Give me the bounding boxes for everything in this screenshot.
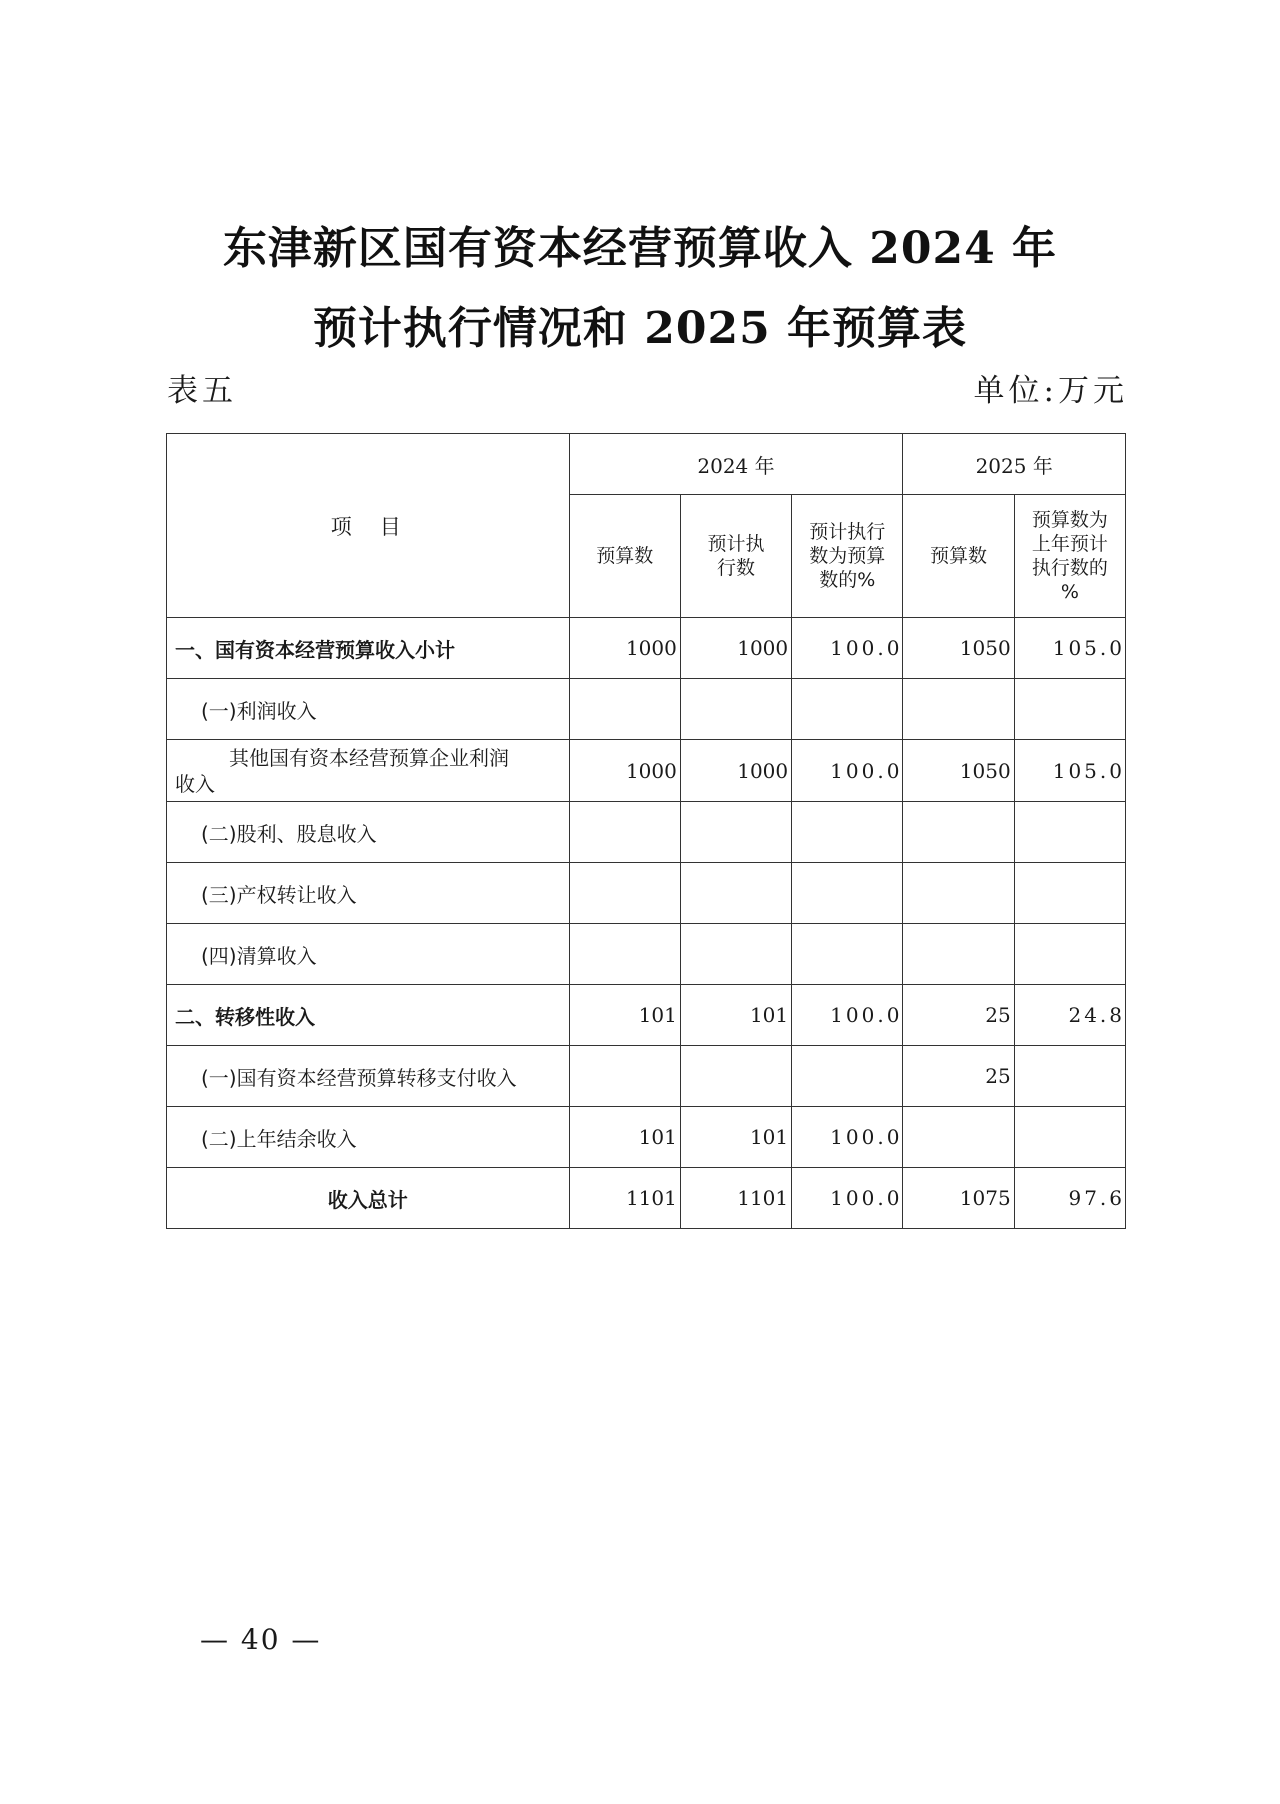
cell-value xyxy=(1014,1046,1125,1107)
cell-value xyxy=(792,924,903,985)
header-col xyxy=(569,495,680,618)
cell-value: 100.0 xyxy=(792,1107,903,1168)
cell-value: 100.0 xyxy=(792,1168,903,1229)
table-row xyxy=(167,618,1126,679)
cell-value xyxy=(680,1046,791,1107)
cell-value: 101 xyxy=(569,1107,680,1168)
header-col-line: 上年预计 xyxy=(1031,533,1108,555)
cell-value: 1101 xyxy=(680,1168,791,1229)
header-col-line: 预计执行 xyxy=(809,521,886,543)
header-col xyxy=(1014,495,1125,618)
header-col xyxy=(903,495,1014,618)
cell-value: 1000 xyxy=(680,740,791,802)
cell-value xyxy=(1014,863,1125,924)
row-label-line-1: 其他国有资本经营预算企业利润 xyxy=(229,745,509,770)
cell-value xyxy=(569,1046,680,1107)
cell-value xyxy=(569,863,680,924)
document-title-line-1: 东津新区国有资本经营预算收入 2024 年 xyxy=(222,223,1058,274)
cell-value xyxy=(569,802,680,863)
cell-value xyxy=(680,679,791,740)
header-col-line: 行数 xyxy=(716,557,755,579)
cell-value: 1075 xyxy=(903,1168,1014,1229)
cell-value: 101 xyxy=(569,985,680,1046)
header-col xyxy=(792,495,903,618)
cell-value xyxy=(903,924,1014,985)
budget-table xyxy=(166,433,1126,1229)
header-item: 项目 xyxy=(167,434,570,618)
cell-value: 105.0 xyxy=(1014,740,1125,802)
cell-value xyxy=(1014,924,1125,985)
cell-value: 1050 xyxy=(903,618,1014,679)
cell-value xyxy=(1014,1107,1125,1168)
cell-value: 25 xyxy=(903,1046,1014,1107)
header-year-2024: 2024 年 xyxy=(569,434,903,495)
table-row-total xyxy=(167,1168,1126,1229)
cell-value: 101 xyxy=(680,1107,791,1168)
header-col-line: 预计执 xyxy=(707,533,765,555)
table-row xyxy=(167,924,1126,985)
row-label xyxy=(167,740,570,802)
header-col-line: 预算数 xyxy=(596,545,654,567)
document-title-line-2: 预计执行情况和 2025 年预算表 xyxy=(312,303,968,354)
header-col-line: 预算数 xyxy=(930,545,988,567)
header-col-line: 数的% xyxy=(819,569,876,591)
table-row xyxy=(167,1046,1126,1107)
cell-value: 100.0 xyxy=(792,740,903,802)
cell-value xyxy=(1014,679,1125,740)
table-row xyxy=(167,740,1126,802)
header-col-line: 数为预算 xyxy=(809,545,886,567)
row-label: (一)国有资本经营预算转移支付收入 xyxy=(167,1046,570,1107)
row-label-line-2: 收入 xyxy=(175,771,215,796)
cell-value: 1101 xyxy=(569,1168,680,1229)
header-col-line: 执行数的 xyxy=(1031,557,1108,579)
cell-value xyxy=(680,924,791,985)
cell-value xyxy=(792,802,903,863)
header-year-2025: 2025 年 xyxy=(903,434,1126,495)
page-number: — 40 — xyxy=(200,1623,322,1656)
cell-value: 97.6 xyxy=(1014,1168,1125,1229)
unit-label: 单位:万元 xyxy=(973,373,1128,409)
cell-value xyxy=(903,863,1014,924)
row-label: 二、转移性收入 xyxy=(167,985,570,1046)
cell-value: 24.8 xyxy=(1014,985,1125,1046)
row-label: (一)利润收入 xyxy=(167,679,570,740)
cell-value: 1050 xyxy=(903,740,1014,802)
cell-value: 1000 xyxy=(569,618,680,679)
cell-value xyxy=(903,802,1014,863)
row-label: (二)上年结余收入 xyxy=(167,1107,570,1168)
row-label: (二)股利、股息收入 xyxy=(167,802,570,863)
header-row-years xyxy=(167,434,1126,495)
header-col xyxy=(680,495,791,618)
cell-value: 100.0 xyxy=(792,618,903,679)
cell-value xyxy=(569,924,680,985)
header-col-line: 预算数为 xyxy=(1031,509,1108,531)
header-col-line: % xyxy=(1060,581,1079,603)
cell-value: 105.0 xyxy=(1014,618,1125,679)
cell-value: 1000 xyxy=(680,618,791,679)
table-row xyxy=(167,863,1126,924)
table-label: 表五 xyxy=(167,373,237,409)
cell-value: 101 xyxy=(680,985,791,1046)
cell-value xyxy=(680,802,791,863)
cell-value xyxy=(792,863,903,924)
cell-value xyxy=(680,863,791,924)
row-label: 一、国有资本经营预算收入小计 xyxy=(167,618,570,679)
cell-value xyxy=(1014,802,1125,863)
cell-value xyxy=(569,679,680,740)
cell-value xyxy=(903,679,1014,740)
row-label: (四)清算收入 xyxy=(167,924,570,985)
row-label-total: 收入总计 xyxy=(167,1168,570,1229)
cell-value xyxy=(792,1046,903,1107)
table-row xyxy=(167,985,1126,1046)
cell-value: 1000 xyxy=(569,740,680,802)
cell-value: 100.0 xyxy=(792,985,903,1046)
table-row xyxy=(167,1107,1126,1168)
table-row xyxy=(167,802,1126,863)
cell-value xyxy=(792,679,903,740)
table-row xyxy=(167,679,1126,740)
cell-value xyxy=(903,1107,1014,1168)
row-label: (三)产权转让收入 xyxy=(167,863,570,924)
cell-value: 25 xyxy=(903,985,1014,1046)
